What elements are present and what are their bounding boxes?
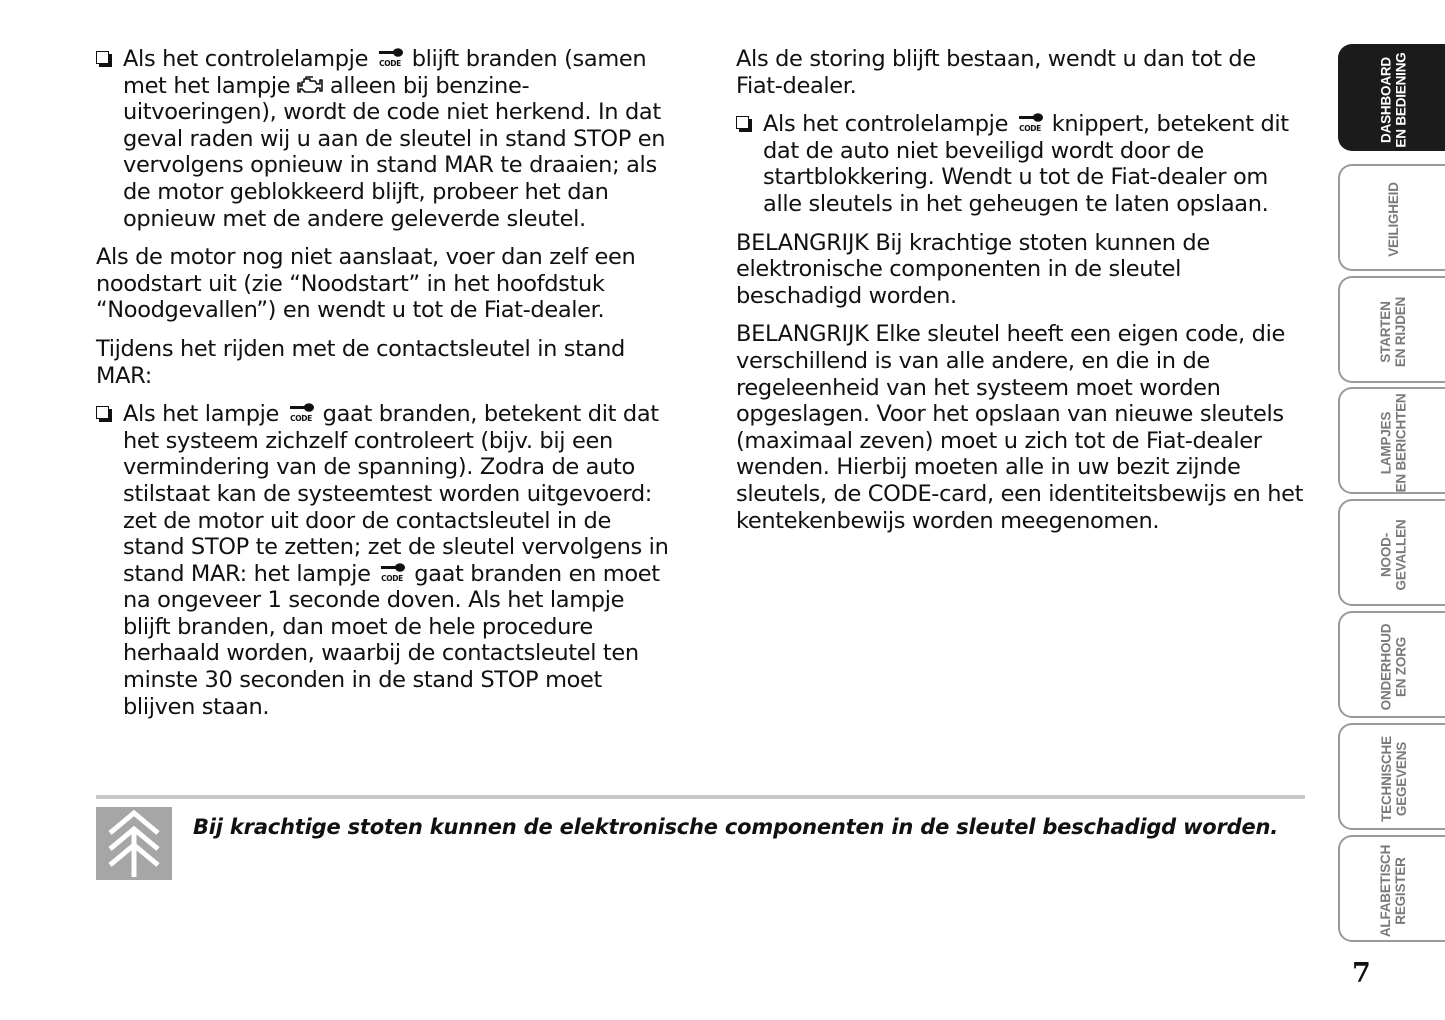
tab-starten[interactable] (1338, 276, 1445, 383)
paragraph: Als de motor nog niet aanslaat, voer dan zelf een noodstart uit (zie “Noodstart” in het hoofdstuk “Noodgevallen”) en wendt u tot de Fiat-dealer. (96, 244, 636, 324)
tab-dashboard[interactable] (1338, 44, 1445, 151)
key-code-icon (375, 47, 405, 69)
key-code-label: CODE (378, 59, 401, 68)
tab-veiligheid[interactable] (1338, 164, 1445, 271)
tab-label: VEILIGHEID (1385, 182, 1401, 257)
paragraph: Als de storing blijft bestaan, wendt u dan tot de Fiat-dealer. (736, 46, 1256, 99)
warning-chevron-icon (96, 807, 172, 880)
bullet-text: alleen bij benzine-uitvoeringen), wordt de code niet herkend. In dat geval raden wij u aan de sleutel in stand STOP en vervolgens opnieuw in stand MAR te draaien; als de motor geblokkeerd blijft, probeer het dan opnieuw met de andere geleverde sleutel. (123, 72, 666, 232)
key-code-icon (286, 402, 316, 424)
key-code-label: CODE (1018, 124, 1041, 134)
paragraph: Tijdens het rijden met de contactsleutel in stand MAR: (96, 335, 625, 389)
paragraph: BELANGRIJK Bij krachtige stoten kunnen de elektronische componenten in de sleutel beschadigd worden. (736, 229, 1210, 309)
tab-noodgevallen[interactable] (1338, 499, 1445, 606)
warning-text: Bij krachtige stoten kunnen de elektronische componenten in de sleutel beschadigd worden. (193, 815, 1279, 839)
checkbox-bullet-icon (96, 406, 109, 419)
bullet-text: knippert, betekent dit dat de auto niet beveiligd wordt door de startblokkering. Wendt u tot de Fiat-dealer om alle sleutels in het geheugen te laten opslaan. (763, 111, 1289, 217)
tab-technische[interactable] (1338, 723, 1445, 830)
checkbox-bullet-icon (96, 51, 109, 64)
tab-label: ONDERHOUD EN ZORG (1378, 623, 1409, 710)
tab-label: DASHBOARD EN BEDIENING (1378, 51, 1409, 148)
bullet-text: blijft branden (samen met het lampje (123, 46, 647, 99)
tab-label: TECHNISCHE GEGEVENS (1378, 735, 1409, 822)
key-code-label: CODE (289, 414, 312, 424)
key-code-icon (1015, 112, 1045, 134)
bullet-item (96, 401, 671, 720)
tab-onderhoud[interactable] (1338, 611, 1445, 718)
bullet-text: gaat branden en moet na ongeveer 1 seconde doven. Als het lampje blijft branden, dan moet de hele procedure herhaald worden, waarbij de contactsleutel ten minste 30 seconden in de stand STOP moet blijven staan. (123, 560, 660, 720)
tab-label: LAMPJES EN BERICHTEN (1378, 393, 1409, 492)
bullet-text: gaat branden, betekent dit dat het systeem zichzelf controleert (bijv. bij een vermindering van de spanning). Zodra de auto stilstaat kan de systeemtest worden uitgevoerd: zet de motor uit door de contactsleutel in de stand STOP te zetten; zet de sleutel vervolgens in stand MAR: het lampje (123, 401, 669, 587)
bullet-item (96, 46, 671, 232)
key-code-icon (377, 562, 407, 584)
tab-label: ALFABETISCH REGISTER (1378, 844, 1409, 937)
tab-label: STARTEN EN RIJDEN (1378, 296, 1409, 367)
bullet-text: Als het lampje (123, 401, 280, 428)
bullet-text: Als het controlelampje (763, 111, 1009, 138)
warning-divider (96, 795, 1305, 799)
paragraph: BELANGRIJK Elke sleutel heeft een eigen code, die verschillend is van alle andere, en die in de regeleenheid van het systeem moet worden opgeslagen. Voor het opslaan van nieuwe sleutels (maximaal zeven) moet u zich tot de Fiat-dealer wenden. Hierbij moeten alle in uw bezit zijnde sleutels, de CODE-card, een identiteitsbewijs en het kentekenbewijs worden meegenomen. (736, 321, 1304, 534)
bullet-text: Als het controlelampje (123, 46, 369, 72)
tab-lampjes[interactable] (1338, 387, 1445, 494)
page-number: 7 (1352, 958, 1371, 989)
checkbox-bullet-icon (736, 116, 749, 129)
engine-check-icon (297, 75, 323, 95)
key-code-label: CODE (381, 573, 404, 583)
tab-label: NOOD- GEVALLEN (1378, 519, 1409, 590)
left-column (96, 46, 671, 732)
bullet-item (736, 111, 1306, 217)
tab-register[interactable] (1338, 835, 1445, 942)
right-column (736, 46, 1306, 546)
